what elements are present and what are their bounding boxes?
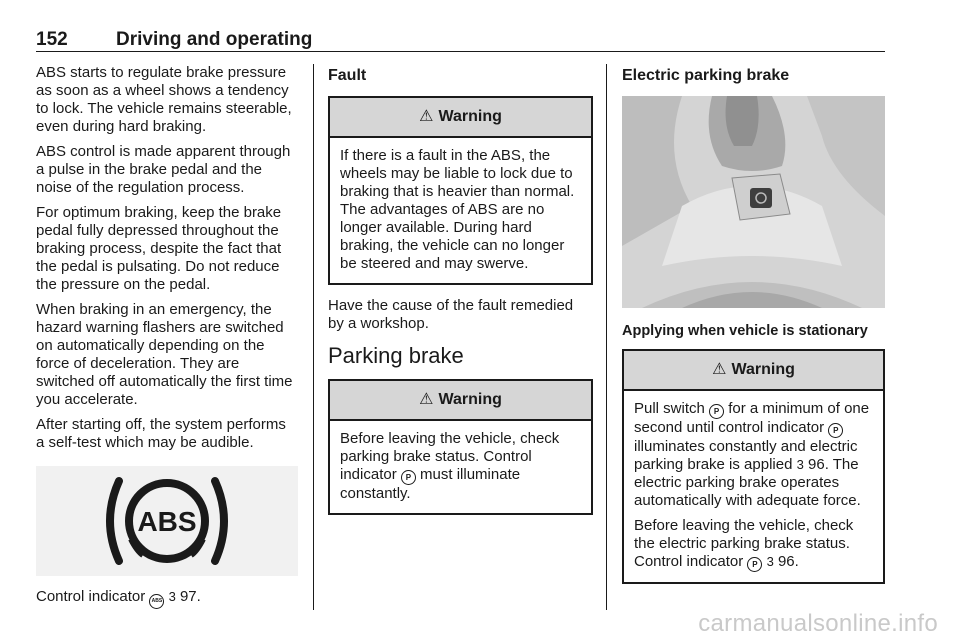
parking-brake-icon: P xyxy=(747,557,762,572)
warning-body: Before leaving the vehicle, check parking brake status. Control indicator P must illuminate constantly. xyxy=(340,430,560,502)
warning-header: ⚠ Warning xyxy=(330,98,591,138)
applying-heading: Applying when vehicle is stationary xyxy=(622,323,868,339)
reference-arrow-icon: 3 xyxy=(168,589,176,604)
abs-indicator-icon: ABS xyxy=(149,594,164,609)
abs-icon xyxy=(97,473,237,569)
warning-box xyxy=(622,349,885,584)
parking-brake-icon: P xyxy=(709,404,724,419)
abs-label: ABS xyxy=(137,506,197,537)
reference-arrow-icon: 3 xyxy=(796,457,804,472)
column-divider xyxy=(313,64,314,610)
parking-brake-heading: Parking brake xyxy=(328,343,464,368)
page-number: 152 xyxy=(36,29,68,50)
parking-brake-icon: P xyxy=(828,423,843,438)
electric-parking-brake-heading: Electric parking brake xyxy=(622,67,790,84)
paragraph: ABS control is made apparent through a pulse in the brake pedal and the noise of the regulation process. xyxy=(36,143,291,196)
reference-arrow-icon: 3 xyxy=(766,554,774,569)
paragraph: For optimum braking, keep the brake pedal fully depressed throughout the braking process, despite the fact that the pedal is pulsating. Do not reduce the pressure on the pedal. xyxy=(36,204,282,293)
warning-box xyxy=(328,96,593,285)
parking-brake-switch-figure xyxy=(622,96,885,308)
warning-body: If there is a fault in the ABS, the wheels may be liable to lock due to braking that is heavier than normal. The advantages of ABS are no longer available. During hard braking, the vehicle can no longer be steered and may swerve. xyxy=(340,147,575,272)
warning-triangle-icon: ⚠ xyxy=(419,108,434,125)
warning-header: ⚠ Warning xyxy=(624,351,883,391)
page-header xyxy=(36,29,885,52)
column-divider xyxy=(606,64,607,610)
fault-heading: Fault xyxy=(328,67,367,84)
console-illustration xyxy=(622,96,885,308)
paragraph: Pull switch P for a minimum of one second until control indicator P illuminates constantly and electric parking brake is applied 3 96. The electric parking brake operates automatically with adequate force. xyxy=(634,400,870,509)
paragraph: Have the cause of the fault remedied by a workshop. xyxy=(328,297,574,332)
column-1 xyxy=(36,64,298,616)
column-3 xyxy=(622,64,885,596)
paragraph: After starting off, the system performs a self-test which may be audible. xyxy=(36,416,286,451)
paragraph: Before leaving the vehicle, check the electric parking brake status. Control indicator P 3 96. xyxy=(634,517,854,570)
figure-caption: Control indicator ABS 3 97. xyxy=(36,588,298,609)
warning-triangle-icon: ⚠ xyxy=(712,361,727,378)
warning-header: ⚠ Warning xyxy=(330,381,591,421)
paragraph: When braking in an emergency, the hazard warning flashers are switched on automatically depending on the force of deceleration. They are switched off automatically the first time you accelerate. xyxy=(36,301,293,408)
parking-brake-icon: P xyxy=(401,470,416,485)
column-2 xyxy=(328,64,593,527)
abs-indicator-figure xyxy=(36,466,298,576)
warning-triangle-icon: ⚠ xyxy=(419,391,434,408)
paragraph: ABS starts to regulate brake pressure as soon as a wheel shows a tendency to lock. The vehicle remains steerable, even during hard braking. xyxy=(36,64,292,135)
warning-body xyxy=(624,391,883,582)
warning-box xyxy=(328,379,593,515)
section-title: Driving and operating xyxy=(116,29,313,50)
watermark: carmanualsonline.info xyxy=(698,610,938,637)
